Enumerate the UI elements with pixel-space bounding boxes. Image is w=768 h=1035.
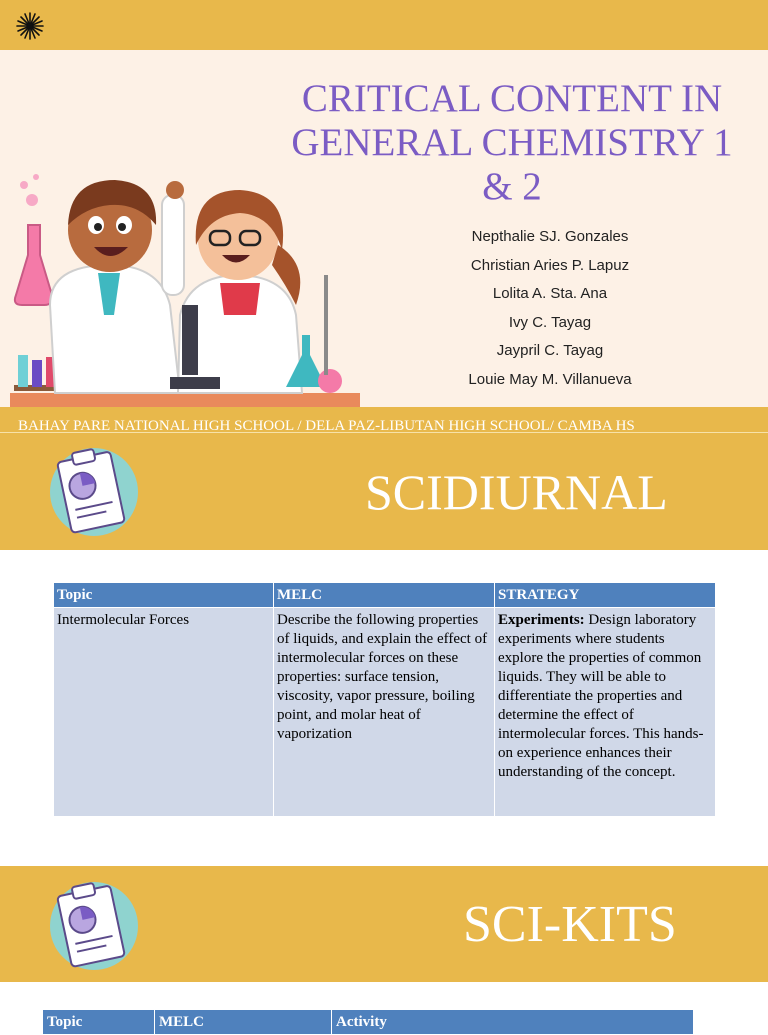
author-list — [445, 223, 655, 395]
column-header-topic: Topic — [54, 583, 274, 608]
kids-chemistry-illustration — [10, 155, 362, 407]
sunburst-icon — [16, 12, 44, 40]
melc-cell: Describe the following properties of liquids, and explain the effect of intermolecular forces on these properties: surface tension, viscosity, vapor pressure, boiling point, and molar heat of vaporization — [274, 608, 495, 817]
column-header-strategy: STRATEGY — [495, 583, 716, 608]
scikits-table — [42, 1009, 694, 1035]
strategy-text: Design laboratory experiments where students explore the properties of common liquids. They will be able to differentiate the properties and determine the effect of intermolecular forces. This hands-on experience enhances their understanding of the concept. — [498, 612, 704, 780]
column-header-melc: MELC — [274, 583, 495, 608]
strategy-label: Experiments: — [498, 612, 585, 628]
column-header-topic: Topic — [43, 1010, 155, 1035]
column-header-activity: Activity — [332, 1010, 694, 1035]
topic-cell: Intermolecular Forces — [54, 608, 274, 817]
scidiurnal-table — [53, 582, 716, 817]
presentation-title: CRITICAL CONTENT IN GENERAL CHEMISTRY 1 & 2 — [291, 77, 733, 208]
table-row — [54, 608, 716, 817]
section-heading-scidiurnal: SCIDIURNAL — [365, 464, 668, 520]
clipboard-chart-icon — [42, 876, 140, 974]
author-name: Nepthalie SJ. Gonzales — [471, 228, 629, 245]
school-names: BAHAY PARE NATIONAL HIGH SCHOOL / DELA PAZ-LIBUTAN HIGH SCHOOL/ CAMBA HS — [18, 418, 635, 434]
strategy-cell — [495, 608, 716, 817]
top-bar — [0, 0, 768, 50]
clipboard-chart-icon — [42, 442, 140, 540]
section-heading-scikits: SCI-KITS — [463, 896, 677, 953]
author-name: Louie May M. Villanueva — [468, 370, 632, 388]
column-header-melc: MELC — [155, 1010, 332, 1035]
author-name: Ivy C. Tayag — [508, 313, 592, 331]
author-name: Lolita A. Sta. Ana — [492, 285, 608, 303]
author-name: Jaypril C. Tayag — [496, 342, 604, 360]
author-name: Christian Aries P. Lapuz — [470, 256, 630, 274]
